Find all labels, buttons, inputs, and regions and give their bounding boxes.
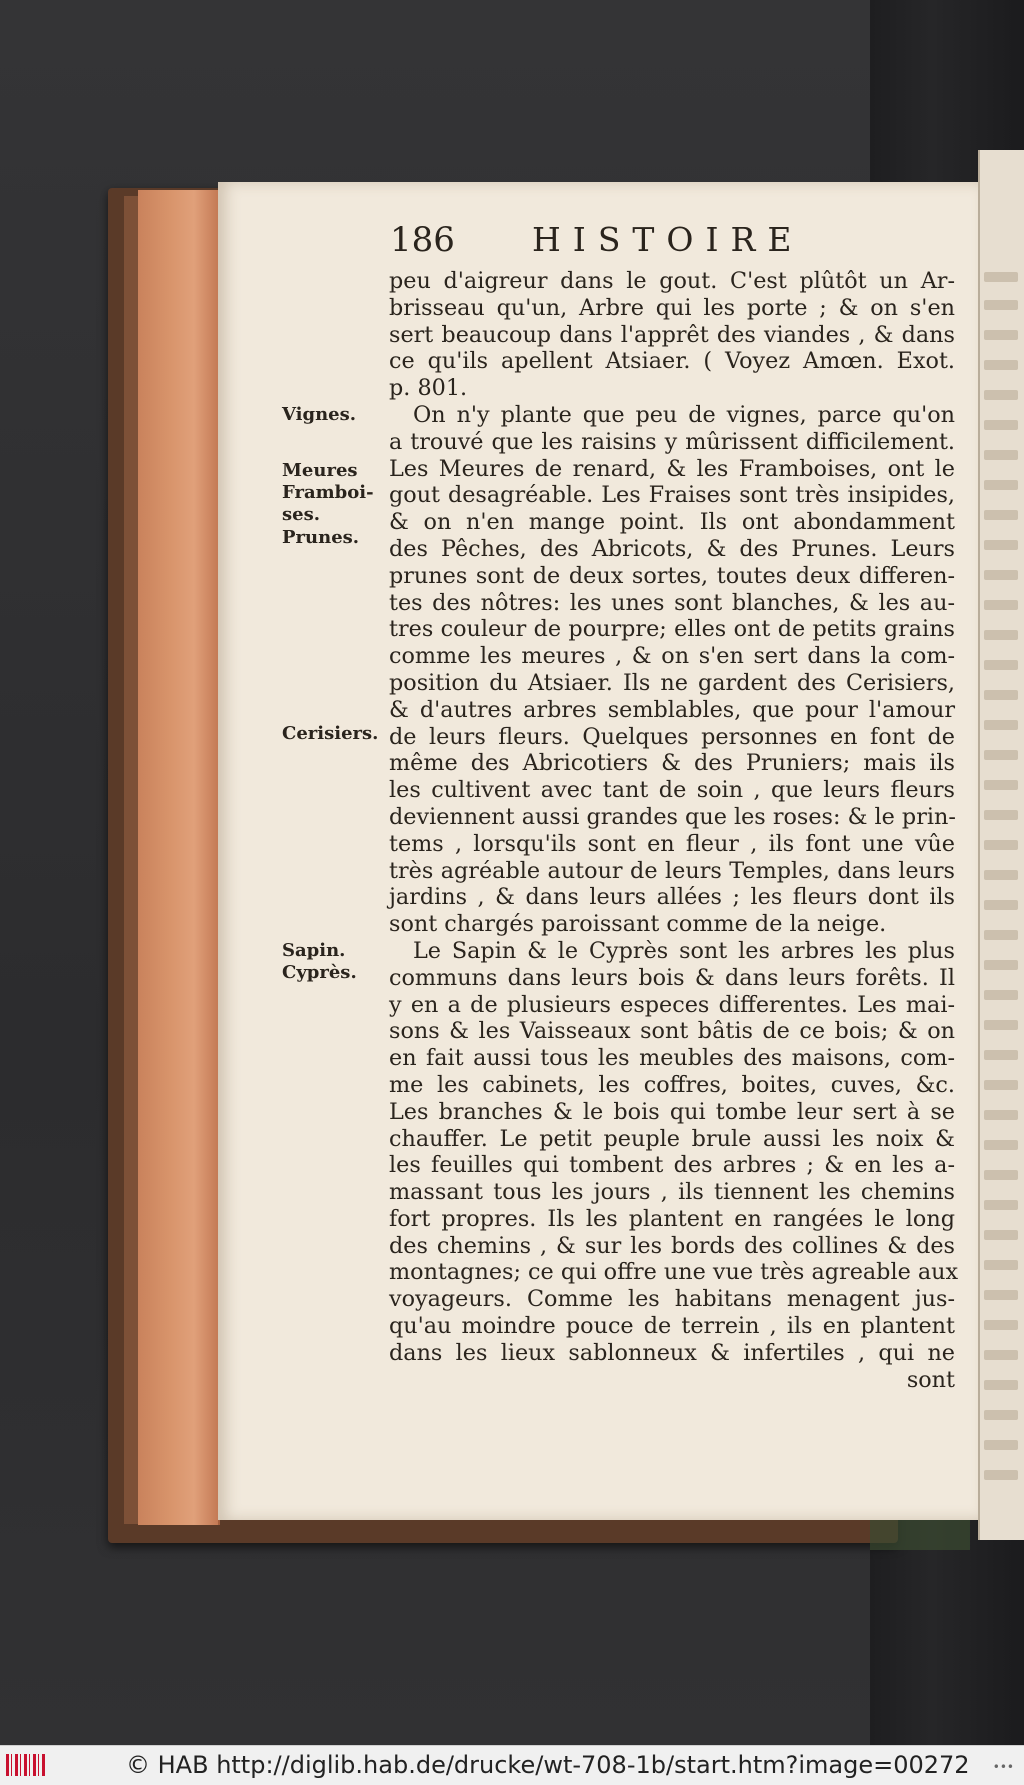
text-line: prunes sont de deux sortes, toutes deux differen- (389, 562, 955, 589)
text-line: y en a de plusieurs especes differentes. Les mai- (389, 991, 955, 1018)
viewer-footer (0, 1745, 1024, 1785)
text-line: fort propres. Ils les plantent en rangées le long (389, 1205, 955, 1232)
facing-page-text-stub (984, 660, 1018, 670)
margin-note-sapin: Sapin. (282, 940, 346, 961)
facing-page-text-stub (984, 1200, 1018, 1210)
text-line: ce qu'ils apellent Atsiaer. ( Voyez Amœn. Exot. (389, 348, 955, 375)
text-line: brisseau qu'un, Arbre qui les porte ; & on s'en (389, 294, 955, 321)
facing-page-text-stub (984, 1110, 1018, 1120)
page-edges (138, 190, 220, 1525)
facing-page-text-stub (984, 1320, 1018, 1330)
text-line: sont chargés paroissant comme de la neige. (389, 911, 887, 938)
text-line: qu'au moindre pouce de terrein , ils en plantent (389, 1313, 955, 1340)
facing-page-text-stub (984, 600, 1018, 610)
facing-page-text-stub (984, 450, 1018, 460)
facing-page-text-stub (984, 480, 1018, 490)
facing-page-text-stub (984, 630, 1018, 640)
facing-page-text-stub (984, 840, 1018, 850)
facing-page-text-stub (984, 930, 1018, 940)
facing-page-text-stub (984, 1290, 1018, 1300)
body-text (389, 268, 959, 1393)
margin-note-meures: Meures (282, 460, 358, 481)
text-line: très agréable autour de leurs Temples, dans leurs (389, 857, 955, 884)
text-line: des Pêches, des Abricots, & des Prunes. Leurs (389, 535, 955, 562)
facing-page-text-stub (984, 420, 1018, 430)
text-line: sons & les Vaisseaux sont bâtis de ce bois; & on (389, 1018, 955, 1045)
text-line: gout desagréable. Les Fraises sont très insipides, (389, 482, 955, 509)
text-line: p. 801. (389, 375, 468, 402)
facing-page-text-stub (984, 810, 1018, 820)
text-line: en fait aussi tous les meubles des maisons, com- (389, 1045, 955, 1072)
text-line: & d'autres arbres semblables, que pour l'amour (389, 696, 955, 723)
margin-note-framboises-cont: ses. (282, 504, 320, 525)
facing-page-text-stub (984, 1140, 1018, 1150)
facing-page-text-stub (984, 300, 1018, 310)
text-line: communs dans leurs bois & dans leurs forêts. Il (389, 964, 955, 991)
text-line: Le Sapin & le Cyprès sont les arbres les plus (413, 937, 955, 964)
text-line: tres couleur de pourpre; elles ont de petits grains (389, 616, 955, 643)
margin-note-prunes: Prunes. (282, 527, 360, 548)
facing-page-text-stub (984, 870, 1018, 880)
margin-note-framboises: Framboi- (282, 482, 374, 503)
facing-page-text-stub (984, 1050, 1018, 1060)
running-head (390, 220, 990, 270)
more-options-icon[interactable]: ••• (992, 1760, 1014, 1774)
facing-page-text-stub (984, 1410, 1018, 1420)
facing-page-text-stub (984, 330, 1018, 340)
catchword: sont (906, 1366, 955, 1393)
text-line: dans les lieux sablonneux & infertiles , qui ne (389, 1339, 955, 1366)
facing-page-text-stub (984, 690, 1018, 700)
facing-page-text-stub (984, 272, 1018, 282)
facing-page-text-stub (984, 900, 1018, 910)
text-line: massant tous les jours , ils tiennent les chemins (389, 1179, 955, 1206)
margin-note-cerisiers: Cerisiers. (282, 723, 379, 744)
facing-page-text-stub (984, 780, 1018, 790)
text-line: deviennent aussi grandes que les roses: & le prin- (389, 803, 956, 830)
facing-page-text-stub (984, 1230, 1018, 1240)
facing-page-text-stub (984, 570, 1018, 580)
text-line: les feuilles qui tombent des arbres ; & en les a- (389, 1152, 955, 1179)
running-title: HISTOIRE (532, 220, 804, 259)
margin-note-vignes: Vignes. (282, 404, 357, 425)
facing-page-text-stub (984, 1260, 1018, 1270)
text-line: comme les meures , & on s'en sert dans la com- (389, 643, 955, 670)
text-line: position du Atsiaer. Ils ne gardent des Cerisiers, (389, 669, 955, 696)
text-line: me les cabinets, les coffres, boites, cuves, &c. (389, 1071, 955, 1098)
text-line: On n'y plante que peu de vignes, parce qu'on (413, 401, 955, 428)
facing-page-text-stub (984, 390, 1018, 400)
text-line: Les Meures de renard, & les Framboises, ont le (389, 455, 955, 482)
text-line: même des Abricotiers & des Pruniers; mais ils (389, 750, 955, 777)
facing-page-text-stub (984, 720, 1018, 730)
facing-page-text-stub (984, 1350, 1018, 1360)
text-line: sert beaucoup dans l'apprêt des viandes , & dans (389, 321, 955, 348)
facing-page-text-stub (984, 960, 1018, 970)
text-line: chauffer. Le petit peuple brule aussi les noix & (389, 1125, 955, 1152)
text-line: tes des nôtres: les unes sont blanches, & les au- (389, 589, 955, 616)
text-line: montagnes; ce qui offre une vue très agreable aux (389, 1259, 959, 1286)
footer-citation-link[interactable]: © HAB http://diglib.hab.de/drucke/wt-708-1b/start.htm?image=00272 (126, 1751, 970, 1779)
text-line: & on n'en mange point. Ils ont abondamment (389, 509, 955, 536)
facing-page-text-stub (984, 1020, 1018, 1030)
text-line: a trouvé que les raisins y mûrissent difficilement. (389, 428, 955, 455)
facing-page-text-stub (984, 1080, 1018, 1090)
facing-page-text-stub (984, 1440, 1018, 1450)
text-line: de leurs fleurs. Quelques personnes en font de (389, 723, 955, 750)
facing-page-text-stub (984, 510, 1018, 520)
facing-page-text-stub (984, 540, 1018, 550)
bookmark-ribbon (870, 1520, 970, 1550)
hab-barcode-icon (6, 1754, 46, 1776)
facing-page-text-stub (984, 990, 1018, 1000)
text-line: des chemins , & sur les bords des collines & des (389, 1232, 955, 1259)
page-number: 186 (390, 220, 455, 260)
facing-page-text-stub (984, 360, 1018, 370)
facing-page-text-stub (984, 1470, 1018, 1480)
text-line: jardins , & dans leurs allées ; les fleurs dont ils (389, 884, 955, 911)
facing-page-text-stub (984, 1380, 1018, 1390)
text-line: les cultivent avec tant de soin , que leurs fleurs (389, 777, 955, 804)
text-line: tems , lorsqu'ils sont en fleur , ils font une vûe (389, 830, 955, 857)
margin-note-cypres: Cyprès. (282, 962, 357, 983)
text-line: Les branches & le bois qui tombe leur sert à se (389, 1098, 955, 1125)
text-line: peu d'aigreur dans le gout. C'est plûtôt un Ar- (389, 268, 955, 294)
text-line: voyageurs. Comme les habitans menagent jus- (389, 1286, 955, 1313)
facing-page-text-stub (984, 1170, 1018, 1180)
facing-page-text-stub (984, 750, 1018, 760)
